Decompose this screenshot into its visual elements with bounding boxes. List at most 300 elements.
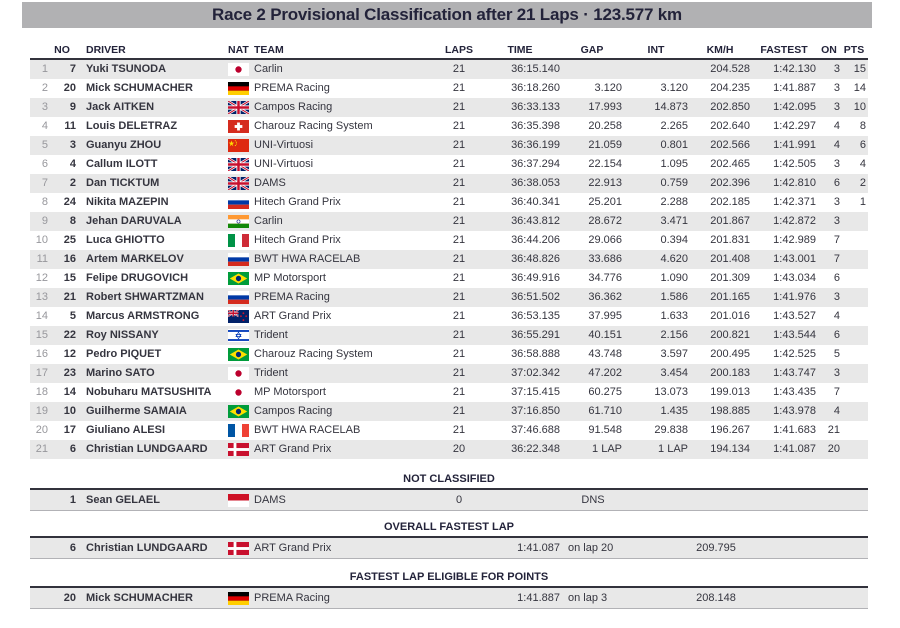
cell-nat [228,234,252,247]
cell-fastest-lap: 1:42.872 [773,215,816,227]
cell-kmh: 209.795 [696,542,736,554]
flag-icon-dk [228,443,249,456]
cell-team: ART Grand Prix [254,310,332,322]
result-row [30,326,868,345]
flag-icon-cn [228,139,249,152]
cell-fastest-lap: 1:42.989 [773,234,816,246]
cell-position: 18 [35,386,48,398]
cell-nat [228,101,252,114]
cell-on-lap: 3 [833,63,840,75]
cell-fastest-lap: 1:42.095 [773,101,816,113]
cell-nat [228,196,252,209]
cell-interval: 3.454 [660,367,688,379]
cell-team: DAMS [254,494,286,506]
cell-driver-name: Giuliano ALESI [86,424,166,436]
cell-interval: 1.586 [660,291,688,303]
cell-time: 36:44.206 [511,234,560,246]
header-on: ON [821,44,837,56]
cell-time: 36:49.916 [511,272,560,284]
cell-car-number: 21 [63,291,76,303]
result-row [30,383,868,402]
cell-kmh: 204.235 [710,82,750,94]
cell-time: 1:41.087 [517,542,560,554]
result-row [30,155,868,174]
cell-time: 36:18.260 [511,82,560,94]
cell-driver-name: Dan TICKTUM [86,177,160,189]
cell-gap: 91.548 [588,424,622,436]
cell-kmh: 198.885 [710,405,750,417]
cell-driver-name: Callum ILOTT [86,158,158,170]
cell-on-lap: 3 [833,291,840,303]
cell-on-lap: 21 [827,424,840,436]
page-title: Race 2 Provisional Classification after 21 Laps · 123.577 km [22,2,872,28]
cell-points: 10 [853,101,866,113]
cell-car-number: 8 [69,215,76,227]
cell-car-number: 12 [63,348,76,360]
cell-team: Carlin [254,63,283,75]
cell-time: 36:37.294 [511,158,560,170]
section-row-overall_fastest_lap [30,536,868,559]
cell-team: DAMS [254,177,286,189]
cell-team: MP Motorsport [254,386,326,398]
flag-icon-fr [228,424,249,437]
cell-on-lap: 4 [833,405,840,417]
cell-car-number: 10 [63,405,76,417]
cell-nat [228,291,252,304]
cell-car-number: 25 [63,234,76,246]
cell-points: 2 [859,177,866,189]
cell-fastest-lap: 1:41.683 [773,424,816,436]
bottom-sections [30,472,868,609]
cell-car-number: 6 [69,443,76,455]
table-header-row [30,42,868,60]
cell-fastest-lap: 1:41.087 [773,443,816,455]
cell-position: 13 [35,291,48,303]
cell-interval: 14.873 [654,101,688,113]
cell-interval: 2.265 [660,120,688,132]
cell-on-lap: 6 [833,272,840,284]
section-title-not_classified: NOT CLASSIFIED [403,473,495,485]
cell-kmh: 202.465 [710,158,750,170]
result-row [30,288,868,307]
cell-fastest-lap: 1:41.887 [773,82,816,94]
cell-driver-name: Marino SATO [86,367,155,379]
result-row [30,117,868,136]
cell-team: Campos Racing [254,405,333,417]
cell-position: 5 [41,139,48,151]
cell-fastest-lap: 1:41.976 [773,291,816,303]
flag-icon-ru [228,253,249,266]
cell-position: 10 [35,234,48,246]
flag-icon-de [228,82,249,95]
cell-laps: 21 [452,310,466,322]
cell-kmh: 200.183 [710,367,750,379]
cell-kmh: 202.640 [710,120,750,132]
cell-points: 8 [859,120,866,132]
cell-laps: 21 [452,177,466,189]
cell-gap: 25.201 [588,196,622,208]
cell-driver-name: Pedro PIQUET [86,348,162,360]
flag-icon-id [228,494,249,507]
cell-gap: 29.066 [588,234,622,246]
cell-laps: 21 [452,196,466,208]
cell-laps: 21 [452,367,466,379]
cell-team: ART Grand Prix [254,542,332,554]
cell-laps: 21 [452,120,466,132]
cell-gap: 36.362 [588,291,622,303]
cell-gap: 33.686 [588,253,622,265]
cell-laps: 21 [452,329,466,341]
cell-fastest-lap: 1:43.527 [773,310,816,322]
cell-gap: 43.748 [588,348,622,360]
cell-position: 9 [41,215,48,227]
cell-team: PREMA Racing [254,592,330,604]
classification-table-body [30,60,868,459]
cell-fastest-lap: 1:43.978 [773,405,816,417]
cell-interval: 2.156 [660,329,688,341]
cell-team: ART Grand Prix [254,443,332,455]
cell-nat [228,329,252,342]
cell-position: 2 [41,82,48,94]
cell-on-lap: 4 [833,139,840,151]
cell-nat [228,424,252,437]
cell-nat [228,272,252,285]
cell-laps: 21 [452,348,466,360]
cell-time: 36:33.133 [511,101,560,113]
flag-icon-br [228,405,249,418]
result-row [30,98,868,117]
cell-kmh: 201.408 [710,253,750,265]
flag-icon-it [228,234,249,247]
cell-kmh: 201.016 [710,310,750,322]
cell-points: 4 [859,158,866,170]
cell-nat [228,139,252,152]
section-title-overall_fastest_lap: OVERALL FASTEST LAP [384,521,514,533]
cell-laps: 21 [452,253,466,265]
cell-time: 36:40.341 [511,196,560,208]
cell-time: 36:51.502 [511,291,560,303]
cell-driver-name: Robert SHWARTZMAN [86,291,204,303]
cell-on-lap: 7 [833,253,840,265]
cell-nat [228,367,252,380]
cell-on-lap-text: on lap 20 [568,542,614,554]
flag-icon-jp [228,63,249,76]
cell-nat [228,82,252,95]
cell-on-lap: 7 [833,386,840,398]
cell-interval: 1.095 [660,158,688,170]
result-row [30,345,868,364]
result-row [30,212,868,231]
cell-car-number: 23 [63,367,76,379]
cell-interval: 0.801 [660,139,688,151]
cell-driver-name: Guanyu ZHOU [86,139,162,151]
result-row [30,421,868,440]
cell-fastest-lap: 1:42.525 [773,348,816,360]
cell-position: 7 [41,177,48,189]
header-time: TIME [507,44,533,56]
cell-time: 37:46.688 [511,424,560,436]
header-no: NO [54,44,70,56]
flag-icon-gb [228,158,249,171]
flag-icon-nz [228,310,249,323]
result-row [30,269,868,288]
cell-kmh: 200.495 [710,348,750,360]
cell-gap: 37.995 [588,310,622,322]
cell-car-number: 16 [63,253,76,265]
cell-on-lap: 6 [833,329,840,341]
cell-interval: 3.597 [660,348,688,360]
flag-icon-br [228,272,249,285]
cell-kmh: 204.528 [710,63,750,75]
header-nat: NAT [228,44,249,56]
cell-driver-name: Jack AITKEN [86,101,155,113]
flag-icon-il [228,329,249,342]
cell-laps: 20 [452,443,466,455]
cell-position: 19 [35,405,48,417]
cell-on-lap: 6 [833,177,840,189]
cell-team: Hitech Grand Prix [254,234,341,246]
cell-interval: 1 LAP [658,443,688,455]
cell-on-lap: 5 [833,348,840,360]
cell-team: BWT HWA RACELAB [254,253,361,265]
cell-fastest-lap: 1:43.544 [773,329,816,341]
cell-on-lap: 4 [833,310,840,322]
cell-driver-name: Yuki TSUNODA [86,63,167,75]
cell-fastest-lap: 1:43.435 [773,386,816,398]
cell-on-lap: 3 [833,367,840,379]
result-row [30,193,868,212]
cell-position: 6 [41,158,48,170]
cell-driver-name: Jehan DARUVALA [86,215,182,227]
cell-laps: 21 [452,234,466,246]
result-row [30,364,868,383]
cell-car-number: 3 [69,139,76,151]
cell-time: 36:22.348 [511,443,560,455]
flag-icon-ch [228,120,249,133]
cell-on-lap: 7 [833,234,840,246]
cell-nat [228,542,252,555]
cell-kmh: 202.566 [710,139,750,151]
cell-position: 17 [35,367,48,379]
cell-team: Charouz Racing System [254,348,373,360]
cell-on-lap: 20 [827,443,840,455]
cell-driver-name: Artem MARKELOV [86,253,184,265]
cell-nat [228,494,252,507]
flag-icon-dk [228,542,249,555]
cell-on-lap-text: on lap 3 [568,592,608,604]
cell-interval: 1.090 [660,272,688,284]
cell-gap: 40.151 [588,329,622,341]
cell-nat [228,120,252,133]
cell-car-number: 11 [64,120,76,132]
cell-team: BWT HWA RACELAB [254,424,361,436]
cell-team: Carlin [254,215,283,227]
cell-laps: 21 [452,101,466,113]
flag-icon-jp [228,386,249,399]
cell-gap: 60.275 [588,386,622,398]
cell-time: 36:36.199 [511,139,560,151]
cell-team: PREMA Racing [254,291,330,303]
cell-gap: 47.202 [588,367,622,379]
cell-on-lap: 4 [833,120,840,132]
cell-driver-name: Nikita MAZEPIN [86,196,169,208]
cell-team: UNI-Virtuosi [254,139,314,151]
cell-driver-name: Felipe DRUGOVICH [86,272,189,284]
cell-interval: 2.288 [660,196,688,208]
cell-team: Campos Racing [254,101,333,113]
header-kmh: KM/H [706,44,734,56]
cell-interval: 1.633 [660,310,688,322]
cell-points: 14 [853,82,866,94]
cell-gap: 17.993 [588,101,622,113]
result-row [30,402,868,421]
cell-nat [228,405,252,418]
cell-nat [228,63,252,76]
result-row [30,307,868,326]
cell-car-number: 6 [69,542,76,554]
cell-laps: 21 [452,405,466,417]
cell-time: 36:58.888 [511,348,560,360]
cell-driver-name: Sean GELAEL [86,494,160,506]
header-fastest: FASTEST [760,44,808,56]
classification-sheet [30,42,868,609]
cell-car-number: 20 [63,82,76,94]
cell-position: 21 [35,443,48,455]
cell-kmh: 201.867 [710,215,750,227]
cell-nat [228,592,252,605]
cell-on-lap: 3 [833,101,840,113]
cell-position: 1 [41,63,48,75]
cell-interval: 3.120 [660,82,688,94]
cell-driver-name: Mick SCHUMACHER [86,592,193,604]
cell-laps: 21 [452,158,466,170]
cell-position: 8 [41,196,48,208]
cell-nat [228,386,252,399]
cell-time: 37:02.342 [511,367,560,379]
cell-interval: 1.435 [660,405,688,417]
cell-nat [228,310,252,323]
cell-fastest-lap: 1:42.371 [773,196,816,208]
cell-kmh: 202.185 [710,196,750,208]
cell-gap: 61.710 [588,405,622,417]
cell-kmh: 208.148 [696,592,736,604]
cell-time: 36:43.812 [511,215,560,227]
cell-kmh: 202.850 [710,101,750,113]
cell-car-number: 4 [69,158,76,170]
cell-fastest-lap: 1:42.505 [773,158,816,170]
cell-time: 1:41.887 [517,592,560,604]
flag-icon-in [228,215,249,228]
cell-car-number: 15 [63,272,76,284]
cell-position: 3 [41,101,48,113]
cell-team: Trident [254,367,288,379]
cell-driver-name: Roy NISSANY [86,329,159,341]
cell-nat [228,348,252,361]
cell-position: 14 [35,310,48,322]
cell-driver-name: Mick SCHUMACHER [86,82,193,94]
cell-time: 36:53.135 [511,310,560,322]
cell-team: UNI-Virtuosi [254,158,314,170]
cell-fastest-lap: 1:43.034 [773,272,816,284]
cell-laps: 21 [452,82,466,94]
cell-car-number: 22 [63,329,76,341]
cell-fastest-lap: 1:42.130 [773,63,816,75]
cell-interval: 4.620 [660,253,688,265]
cell-team: Hitech Grand Prix [254,196,341,208]
flag-icon-jp [228,367,249,380]
cell-kmh: 201.309 [710,272,750,284]
flag-icon-ru [228,291,249,304]
cell-laps: 21 [452,63,466,75]
cell-car-number: 5 [69,310,76,322]
header-laps: LAPS [444,44,473,56]
section-row-not_classified [30,488,868,511]
cell-laps: 21 [452,291,466,303]
cell-car-number: 14 [63,386,76,398]
cell-fastest-lap: 1:41.991 [773,139,816,151]
cell-time: 37:15.415 [511,386,560,398]
cell-interval: 0.759 [660,177,688,189]
flag-icon-ru [228,196,249,209]
result-row [30,79,868,98]
cell-laps: 21 [452,424,466,436]
cell-gap: 22.154 [588,158,622,170]
result-row [30,136,868,155]
cell-gap: 3.120 [594,82,622,94]
cell-points: 6 [859,139,866,151]
cell-time: 36:15.140 [511,63,560,75]
cell-position: 12 [35,272,48,284]
result-row [30,250,868,269]
cell-car-number: 17 [63,424,76,436]
cell-laps: 21 [452,386,466,398]
cell-fastest-lap: 1:43.747 [773,367,816,379]
cell-time: 36:38.053 [511,177,560,189]
cell-driver-name: Guilherme SAMAIA [86,405,187,417]
header-int: INT [647,44,665,56]
cell-kmh: 194.134 [710,443,750,455]
cell-nat [228,443,252,456]
cell-position: 15 [35,329,48,341]
header-team: TEAM [254,44,284,56]
cell-points: 1 [859,196,866,208]
cell-gap: 21.059 [588,139,622,151]
cell-fastest-lap: 1:43.001 [773,253,816,265]
cell-driver-name: Christian LUNDGAARD [86,542,208,554]
cell-kmh: 200.821 [710,329,750,341]
cell-kmh: 196.267 [710,424,750,436]
flag-icon-de [228,592,249,605]
section-row-fastest_lap_points [30,586,868,609]
cell-position: 16 [35,348,48,360]
header-pts: PTS [843,44,865,56]
cell-gap: 20.258 [588,120,622,132]
header-driver: DRIVER [86,44,126,56]
cell-nat [228,215,252,228]
cell-laps: 21 [452,139,466,151]
cell-kmh: 202.396 [710,177,750,189]
cell-points: 15 [853,63,866,75]
cell-kmh: 199.013 [710,386,750,398]
cell-time: 36:55.291 [511,329,560,341]
cell-position: 4 [41,120,48,132]
flag-icon-gb [228,177,249,190]
cell-on-lap: 3 [833,158,840,170]
cell-interval: 0.394 [660,234,688,246]
result-row [30,60,868,79]
cell-gap: 22.913 [588,177,622,189]
flag-icon-gb [228,101,249,114]
